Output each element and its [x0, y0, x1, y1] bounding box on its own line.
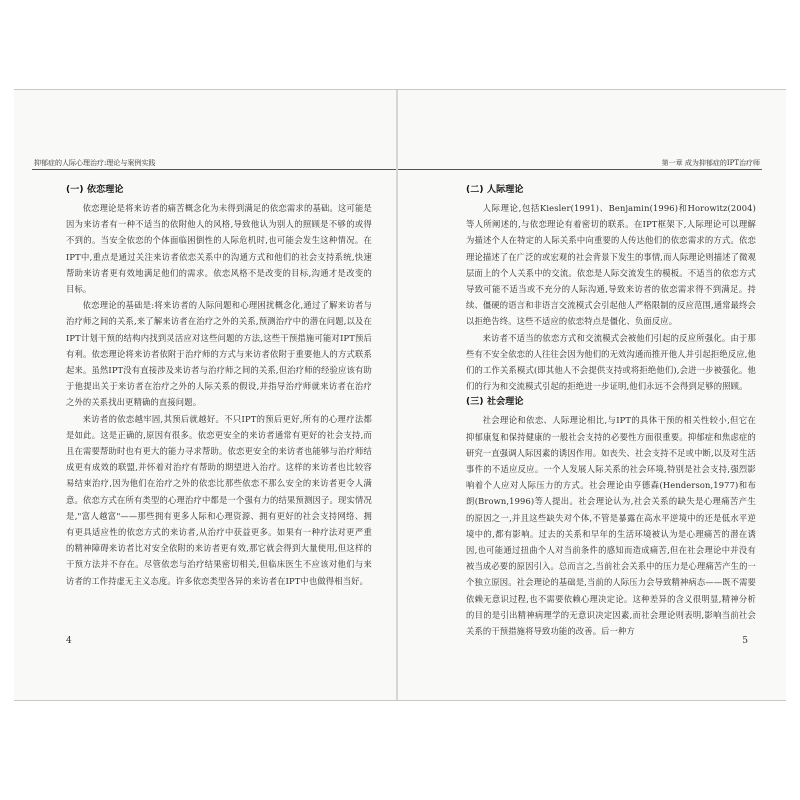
paragraph: 社会理论和依恋、人际理论相比,与IPT的具体干预的相关性较小,但它在抑郁康复和保持健康的一般社会支持的必要性方面很重要。抑郁症和焦虑症的研究一直强调人际因素的诱因作用。如丧失、社会支持不足或中断,以及对生活事件的不适应反应。一个人发展人际关系的社会环境,特别是社会支持,强烈影响着个人应对人际压力的方式。社会理论由亨德森(Henderson,1977)和布朗(Brown,1996)等人提出。社会理论认为,社会关系的缺失是心理痛苦产生的原因之一,并且这些缺失对个体,不管是暴露在高水平逆境中的还是低水平逆境中的,都有影响。过去的关系和早年的生活环境被认为是心理痛苦的潜在诱因,也可能通过扭曲个人对当前条件的感知而造成痛苦,但在社会理论中并没有被当成必要的原因引入。总而言之,当前社会关系中的压力是心理痛苦产生的一个独立原因。社会理论的基础是,当前的人际压力会导致精神病态——既不需要依赖无意识过程,也不需要依赖心理决定论。这种差异的含义很明显,精神分析的目的是引出精神病理学的无意识决定因素,而社会理论则表明,影响当前社会关系的干预措施将导致功能的改善。后一种方: [466, 415, 756, 637]
page-number-left: 4: [66, 636, 72, 646]
book-spread: [14, 90, 786, 700]
left-page: [14, 90, 397, 700]
paragraph: 依恋理论是将来访者的痛苦概念化为未得到满足的依恋需求的基础。这可能是因为来访者有一种不适当的依附他人的风格,导致他认为别人的照顾是不够的或得不到的。当安全依恋的个体面临困倒性的人际危机时,也可能会发生这种情况。在IPT中,重点是通过关注来访者依恋关系中的沟通方式和他们的社会支持系统,快速帮助来访者更有效地满足他们的需求。依恋风格不是改变的目标,沟通才是改变的目标。: [66, 203, 372, 295]
section-title-attachment: (一) 依恋理论: [66, 185, 124, 195]
left-header-rule: [32, 169, 396, 170]
right-page-body: [466, 182, 756, 639]
paragraph: 依恋理论的基础是:将来访者的人际问题和心理困扰概念化,通过了解来访者与治疗师之间的关系,来了解来访者在治疗之外的关系,预测治疗中的潜在问题,以及在IPT计划干预的结构内找到灵活应对这些问题的方法,这些干预措施可能对IPT预后有利。依恋理论将来访者依附于治疗师的方式与来访者依附于重要他人的方式联系起来。虽然IPT没有直接涉及来访者与治疗师之间的关系,但治疗师的经验应该有助于他提出关于来访者在治疗之外的人际关系的假设,并指导治疗师就来访者在治疗之外的关系找出更精确的直接问题。: [66, 300, 372, 408]
page-number-right: 5: [742, 636, 748, 646]
right-page: [398, 90, 786, 700]
paragraph: 人际理论,包括Kiesler(1991)、Benjamin(1996)和Horowitz(2004)等人所阐述的,与依恋理论有着密切的联系。在IPT框架下,人际理论可以理解为描述个人在特定的人际关系中向重要的人传达他们的依恋需求的方式。依恋理论描述了在广泛的或宏观的社会背景下发生的事情,而人际理论则描述了微观层面上的个人关系中的交流。依恋是人际交流发生的模板。不适当的依恋方式导致可能不适当或不充分的人际沟通,导致来访者的依恋需求得不到满足。持续、僵硬的语言和非语言交流模式会引起他人严格限制的反应范围,通常最终会以拒绝告终。这些不适应的依恋特点是僵化、负面反应。: [466, 203, 756, 327]
right-header-rule: [398, 169, 762, 170]
section-title-social: (三) 社会理论: [466, 397, 524, 408]
page-bottom-edge: [14, 700, 786, 701]
section-title-interpersonal: (二) 人际理论: [466, 185, 524, 195]
paragraph: 来访者的依恋越牢固,其预后就越好。不只IPT的预后更好,所有的心理疗法都是如此。这是正确的,原因有很多。依恋更安全的来访者通常有更好的社会支持,而且在需要帮助时也有更大的能力寻求帮助。依恋更安全的来访者也能够与治疗师结成更有成效的联盟,并怀着对治疗有帮助的期望进入治疗。这样的来访者也比较容易结束治疗,因为他们在治疗之外的依恋比那些依恋不那么安全的来访者更令人满意。依恋方式在所有类型的心理治疗中都是一个强有力的结果预测因子。现实情况是,"富人越富"——那些拥有更多人际和心理资源、拥有更好的社会支持网络、拥有更具适应性的依恋方式的来访者,从治疗中获益更多。如果有一种疗法对更严重的精神障碍来访者比对安全依附的来访者更有效,那它就会得到大量使用,但这样的干预方法并不存在。尽管依恋与治疗结果密切相关,但临床医生不应该对他们与来访者的工作持虚无主义态度。许多依恋类型各异的来访者在IPT中也做得相当好。: [66, 413, 372, 586]
right-running-head: 第一章 成为抑郁症的IPT治疗师: [661, 159, 760, 167]
left-page-body: [66, 182, 372, 589]
paragraph: 来访者不适当的依恋方式和交流模式会被他们引起的反应所强化。由于那些有不安全依恋的人往往会因为他们的无效沟通而推开他人并引起拒绝反应,他们的工作关系模式(即其他人不会提供支持或将拒绝他们),会进一步被强化。他们的行为和交流模式引起的拒绝进一步证明,他们永远不会得到足够的照顾。: [466, 332, 756, 392]
left-running-head: 抑郁症的人际心理治疗:理论与案例实践: [34, 159, 156, 167]
